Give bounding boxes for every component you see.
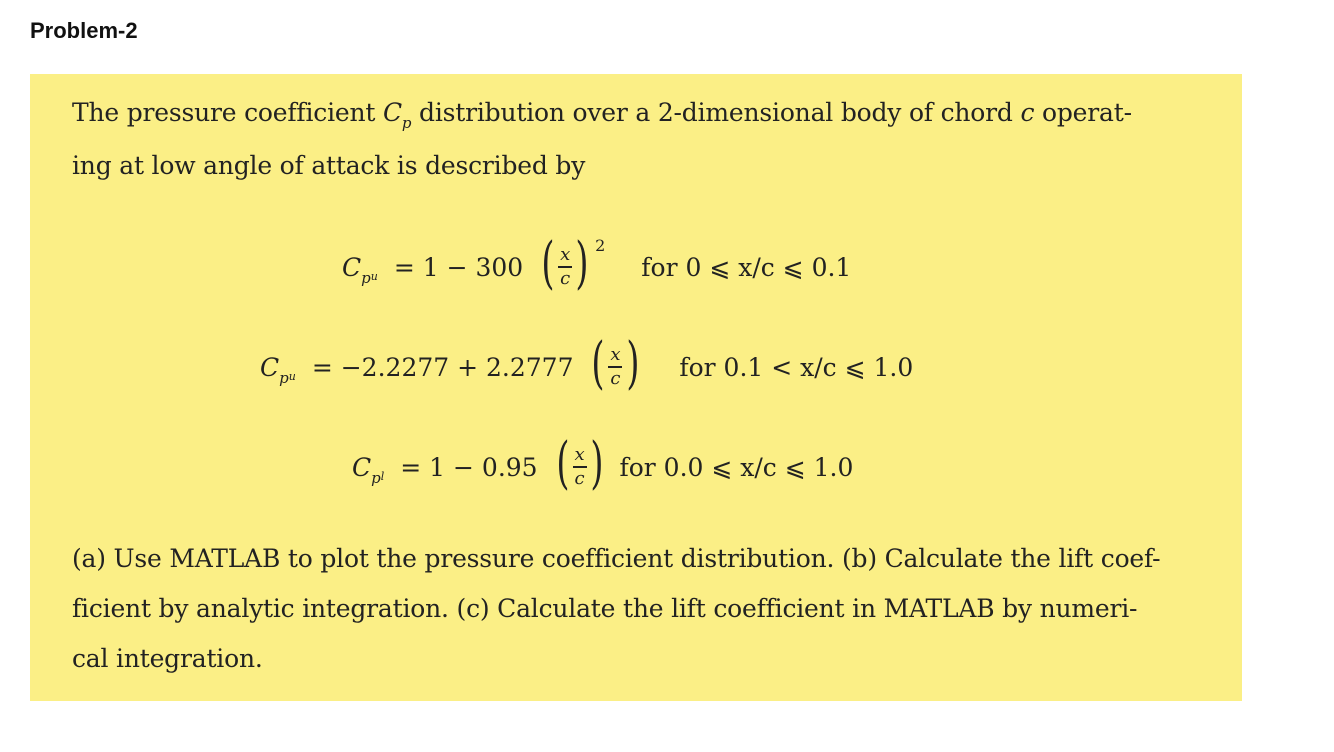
right-paren: ) <box>589 431 604 496</box>
equation-rhs: = 1 − 300 <box>393 252 524 282</box>
tasks-paragraph <box>72 534 1222 684</box>
equation-lower <box>352 427 853 507</box>
fraction <box>571 445 587 489</box>
equation-lhs <box>260 352 296 387</box>
intro-paragraph <box>72 88 1222 191</box>
fraction <box>557 245 573 289</box>
intro-text-a: The pressure coefficient <box>72 98 383 127</box>
tasks-line-1: (a) Use MATLAB to plot the pressure coefficient distribution. (b) Calculate the lift coef- <box>72 544 1161 573</box>
intro-text-b: distribution over a 2-dimensional body of chord <box>411 98 1021 127</box>
lhs-subscript: p <box>371 468 381 487</box>
lhs-subscript: p <box>279 368 289 387</box>
cp-subscript: p <box>401 114 412 132</box>
exponent: 2 <box>595 235 606 255</box>
fraction-numerator: x <box>574 444 585 466</box>
right-paren: ) <box>575 231 589 296</box>
fraction <box>607 345 623 389</box>
fraction-numerator: x <box>610 344 621 366</box>
lhs-subsubscript: l <box>380 469 385 483</box>
equation-rhs: = −2.2277 + 2.2777 <box>311 352 574 382</box>
fraction-group <box>552 431 608 496</box>
lhs-subsubscript: u <box>288 369 296 383</box>
cp-symbol: C <box>382 98 402 127</box>
right-paren: ) <box>625 331 639 396</box>
lhs-subscript: p <box>361 268 371 287</box>
lhs-subsubscript: u <box>370 269 378 283</box>
lhs-symbol: C <box>342 252 362 282</box>
equation-lhs <box>342 252 378 287</box>
fraction-denominator: c <box>610 367 621 389</box>
intro-line-2: ing at low angle of attack is described by <box>72 151 586 180</box>
equation-lhs <box>352 452 385 487</box>
problem-box <box>30 74 1242 701</box>
fraction-denominator: c <box>574 467 585 489</box>
fraction-group <box>537 231 606 296</box>
equation-upper-rear <box>260 327 913 407</box>
intro-text-c: operat- <box>1034 98 1132 127</box>
equation-condition: for 0 ⩽ x/c ⩽ 0.1 <box>641 252 852 282</box>
equation-rhs: = 1 − 0.95 <box>400 452 538 482</box>
left-paren: ( <box>541 231 555 296</box>
lhs-symbol: C <box>260 352 280 382</box>
fraction-group <box>587 331 643 396</box>
tasks-line-2: ficient by analytic integration. (c) Calculate the lift coefficient in MATLAB by numeri- <box>72 594 1138 623</box>
fraction-denominator: c <box>560 267 571 289</box>
equation-upper-front <box>342 227 851 307</box>
left-paren: ( <box>555 431 570 496</box>
chord-symbol: c <box>1020 98 1035 127</box>
problem-heading: Problem-2 <box>30 18 138 43</box>
fraction-numerator: x <box>560 244 571 266</box>
tasks-line-3: cal integration. <box>72 644 263 673</box>
intro-line-1 <box>72 88 1222 141</box>
equation-condition: for 0.0 ⩽ x/c ⩽ 1.0 <box>619 452 854 482</box>
left-paren: ( <box>591 331 605 396</box>
equation-condition: for 0.1 < x/c ⩽ 1.0 <box>679 352 914 382</box>
lhs-symbol: C <box>352 452 372 482</box>
